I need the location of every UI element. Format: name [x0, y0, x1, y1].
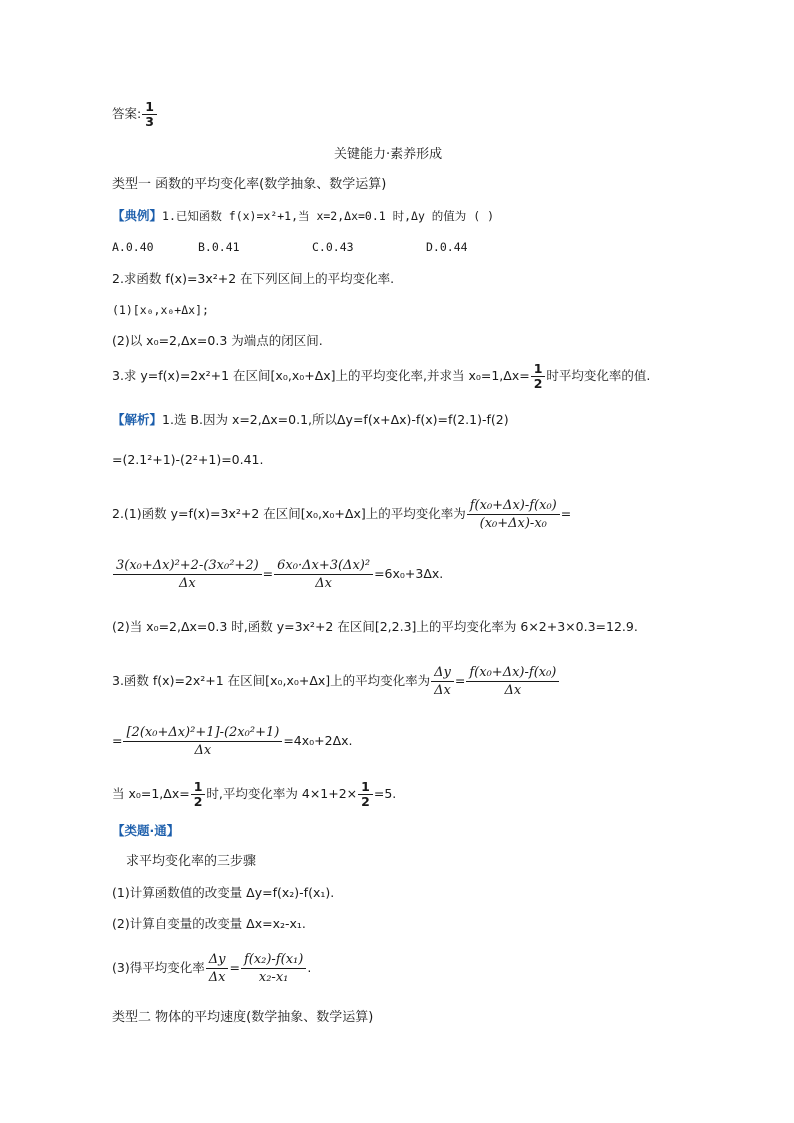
answer-label: 答案: — [112, 106, 142, 121]
solution-s2-line1: 2.(1)函数 y=f(x)=3x²+2 在区间[x₀,x₀+Δx]上的平均变化率为 $\frac{\text{f(x₀+Δx)-f(x₀)}}{\text{(x₀+Δx)-x₀}}$ = — [112, 498, 572, 531]
option-a: A.0.40 — [112, 240, 154, 254]
example-q2-part2: (2)以 x₀=2,Δx=0.3 为端点的闭区间. — [112, 333, 323, 348]
solution-s1a — [112, 411, 509, 429]
solution-s3c-f2-numerator: 1 — [358, 780, 373, 795]
solution-s1b: =(2.1²+1)-(2²+1)=0.41. — [112, 452, 264, 467]
solution-s3-f1-numerator: Δy — [431, 664, 454, 682]
solution-s3-f3-numerator: [2(x₀+Δx)²+1]-(2x₀²+1) — [123, 724, 282, 742]
example-q3-text: 3.求 y=f(x)=2x²+1 在区间[x₀,x₀+Δx]上的平均变化率,并求当 x₀=1,Δx= — [112, 368, 530, 383]
solution-s2-f3-denominator: Δx — [315, 576, 332, 591]
solution-s2-fraction-1 — [467, 497, 560, 532]
solution-s3-f1-denominator: Δx — [434, 683, 451, 698]
solution-s3-line3 — [112, 780, 396, 809]
solution-s3-f2-denominator: Δx — [504, 683, 522, 698]
solution-s3c-text: 当 x₀=1,Δx= — [112, 786, 190, 801]
answer-denominator: 3 — [145, 114, 154, 129]
example-q2: 2.求函数 f(x)=3x²+2 在下列区间上的平均变化率. — [112, 271, 395, 286]
solution-s2-f2-numerator: 3(x₀+Δx)²+2-(3x₀²+2) — [113, 557, 262, 575]
type2-heading: 类型二 物体的平均速度(数学抽象、数学运算) — [112, 1010, 374, 1025]
option-b: B.0.41 — [198, 240, 240, 254]
solution-s1a-text: 1.选 B.因为 x=2,Δx=0.1,所以Δy=f(x+Δx)-f(x)=f(2.1)-f(2) — [162, 412, 509, 427]
solution-s2-result: =6x₀+3Δx. — [374, 566, 444, 581]
example-q3-fraction — [531, 362, 546, 391]
option-c: C.0.43 — [312, 240, 354, 254]
solution-s2-fraction-3 — [274, 557, 373, 592]
example-q3-text-end: 时平均变化率的值. — [546, 368, 651, 383]
solution-s3c-f1-numerator: 1 — [191, 780, 206, 795]
summary-step2: (2)计算自变量的改变量 Δx=x₂-x₁. — [112, 916, 306, 931]
solution-s3-fraction-2 — [466, 664, 559, 699]
solution-s3-line2: = $\frac{\text{[2(x₀+Δx)²+1]-(2x₀²+1)}}{\Delta x}$ =4x₀+2Δx. — [112, 725, 353, 758]
solution-s2b: (2)当 x₀=2,Δx=0.3 时,函数 y=3x²+2 在区间[2,2.3]上的平均变化率为 6×2+3×0.3=12.9. — [112, 619, 638, 634]
options-row — [112, 238, 468, 256]
summary-step3: (3)得平均变化率 $\frac{\Delta y}{\Delta x}$ = $\frac{\text{f(x₂)-f(x₁)}}{\text{x₂-x₁}}$ . — [112, 952, 312, 985]
solution-s2-fraction-2 — [113, 557, 262, 592]
example-q3-numerator: 1 — [531, 362, 546, 377]
solution-s3c-text-mid: 时,平均变化率为 4×1+2× — [206, 786, 358, 801]
summary-step3-f2-numerator: f(x₂)-f(x₁) — [241, 951, 306, 969]
section-title: 关键能力·素养形成 — [334, 147, 443, 162]
summary-step3-text: (3)得平均变化率 — [112, 960, 205, 975]
solution-s3-line1: 3.函数 f(x)=2x²+1 在区间[x₀,x₀+Δx]上的平均变化率为 $\frac{\Delta y}{\Delta x}$ = $\frac{\text{f(x₀+Δx)-f(x₀)}}{\Delta x}$ — [112, 664, 560, 699]
summary-step3-f2-denominator: x₂-x₁ — [258, 970, 289, 985]
solution-s2-f2-denominator: Δx — [178, 576, 196, 591]
solution-s3c-f2-denominator: 2 — [361, 794, 370, 809]
solution-s3-f2-numerator: f(x₀+Δx)-f(x₀) — [466, 664, 559, 682]
solution-s2-text: 2.(1)函数 y=f(x)=3x²+2 在区间[x₀,x₀+Δx]上的平均变化率为 — [112, 506, 466, 521]
solution-s2-line2: $\frac{\text{3(x₀+Δx)²+2-(3x₀²+2)}}{\Delta x}$ = $\frac{\text{6x₀·Δx+3(Δx)²}}{\Delta x}$ =6x₀+3Δx. — [112, 557, 443, 592]
solution-s3c-fraction-1 — [191, 780, 206, 809]
solution-s2-f1-denominator: (x₀+Δx)-x₀ — [479, 516, 547, 531]
solution-s2-f1-numerator: f(x₀+Δx)-f(x₀) — [467, 497, 560, 515]
solution-s3-f3-denominator: Δx — [194, 743, 212, 758]
example-q1 — [112, 207, 494, 225]
example-q3-denominator: 2 — [533, 376, 543, 391]
example-tag: 【典例】 — [112, 208, 163, 223]
solution-tag: 【解析】 — [112, 412, 163, 427]
summary-step3-fraction-2 — [241, 951, 306, 986]
solution-s2-f3-numerator: 6x₀·Δx+3(Δx)² — [274, 557, 373, 575]
example-q2-part1: (1)[x₀,x₀+Δx]; — [112, 303, 209, 317]
solution-s3-result: =4x₀+2Δx. — [283, 733, 353, 748]
answer-line — [112, 100, 158, 129]
option-d: D.0.44 — [426, 240, 468, 254]
summary-tag: 【类题·通】 — [112, 823, 180, 838]
solution-s3c-fraction-2 — [358, 780, 373, 809]
summary-step3-fraction-1 — [206, 951, 229, 986]
summary-step1: (1)计算函数值的改变量 Δy=f(x₂)-f(x₁). — [112, 885, 335, 900]
solution-s3-fraction-3 — [123, 724, 282, 759]
type1-heading: 类型一 函数的平均变化率(数学抽象、数学运算) — [112, 177, 387, 192]
answer-fraction — [142, 100, 157, 129]
solution-s3-fraction-1 — [431, 664, 454, 699]
example-q3 — [112, 362, 650, 391]
answer-numerator: 1 — [142, 100, 157, 115]
summary-step3-f1-numerator: Δy — [206, 951, 229, 969]
summary-title: 求平均变化率的三步骤 — [126, 854, 257, 869]
solution-s3-text: 3.函数 f(x)=2x²+1 在区间[x₀,x₀+Δx]上的平均变化率为 — [112, 673, 431, 688]
example-q1-text: 1.已知函数 f(x)=x²+1,当 x=2,Δx=0.1 时,Δy 的值为 ( ) — [162, 209, 494, 223]
summary-step3-f1-denominator: Δx — [208, 970, 226, 985]
solution-s3c-text-end: =5. — [373, 786, 397, 801]
solution-s3c-f1-denominator: 2 — [193, 794, 203, 809]
